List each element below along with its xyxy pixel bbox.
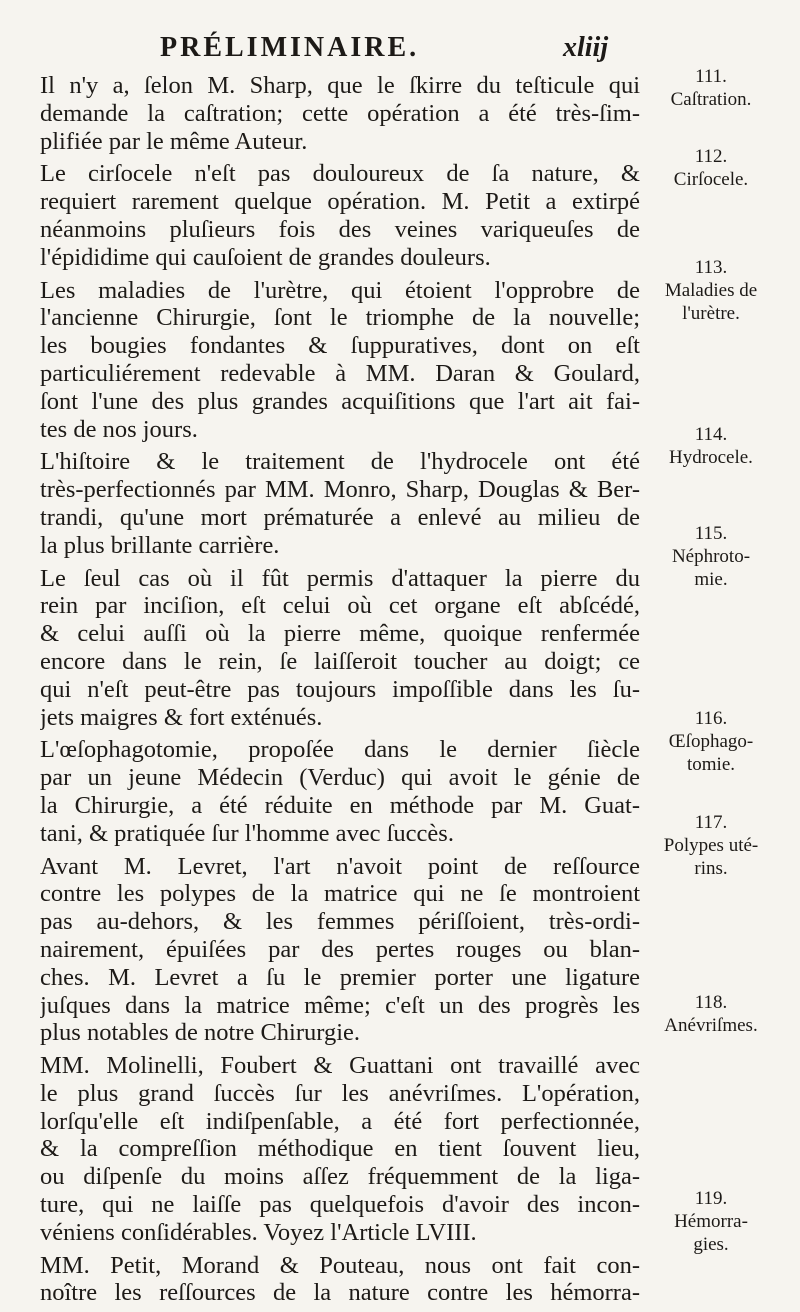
margin-note <box>636 66 786 111</box>
text-line: tani, & pratiquée ſur l'homme avec ſuccès. <box>40 819 454 847</box>
paragraph <box>40 565 640 732</box>
margin-note-text: Maladies de <box>664 280 758 301</box>
text-line: l'ancienne Chirurgie, ſont le triomphe de la nouvelle; <box>40 304 640 332</box>
margin-note-text: tomie. <box>686 754 736 775</box>
margin-note <box>636 812 786 880</box>
text-line: Avant M. Levret, l'art n'avoit point de reſſource <box>40 852 640 880</box>
text-line: L'hiſtoire & le traitement de l'hydrocele ont été <box>40 448 640 476</box>
text-line: très-perfectionnés par MM. Monro, Sharp, Douglas & Ber- <box>40 476 640 504</box>
margin-note-number: 114. <box>694 424 728 445</box>
text-line: les bougies fondantes & ſuppuratives, dont on eſt <box>40 332 640 360</box>
margin-note-text: rins. <box>694 858 728 879</box>
margin-note <box>636 992 786 1037</box>
main-text <box>40 72 640 1312</box>
text-line: requiert rarement quelque opération. M. Petit a extirpé <box>40 188 640 216</box>
margin-note-text: mie. <box>694 569 728 590</box>
paragraph <box>40 72 640 155</box>
text-line: Le ſeul cas où il fût permis d'attaquer la pierre du <box>40 564 640 592</box>
margin-note-text: Anévriſmes. <box>664 1015 758 1036</box>
text-line: MM. Molinelli, Foubert & Guattani ont travaillé avec <box>40 1052 640 1080</box>
text-line: particuliérement redevable à MM. Daran & Goulard, <box>40 359 640 387</box>
text-line: encore dans le rein, ſe laiſſeroit toucher au doigt; ce <box>40 647 640 675</box>
text-line: véniens conſidérables. Voyez l'Article LVIII. <box>40 1218 477 1246</box>
margin-note-number: 115. <box>694 523 728 544</box>
margin-note-number: 117. <box>694 812 728 833</box>
text-line: ſont l'une des plus grandes acquiſitions que l'art ait fai- <box>40 387 640 415</box>
paragraph <box>40 1052 640 1247</box>
text-line: Il n'y a, ſelon M. Sharp, que le ſkirre du teſticule qui <box>40 72 640 99</box>
text-line: demande la caſtration; cette opération a été très-ſim- <box>40 99 640 127</box>
page-number: xliij <box>563 32 609 63</box>
text-line: trandi, qu'une mort prématurée a enlevé au milieu de <box>40 503 640 531</box>
text-line: juſques dans la matrice même; c'eſt un des progrès les <box>40 991 640 1019</box>
text-line: la plus brillante carrière. <box>40 531 280 559</box>
margin-note-number: 112. <box>694 146 728 167</box>
text-line: jets maigres & fort exténués. <box>40 703 323 731</box>
text-line: nairement, épuiſées par des pertes rouges ou blan- <box>40 935 640 963</box>
text-line: l'épididime qui cauſoient de grandes douleurs. <box>40 243 491 271</box>
margin-note <box>636 146 786 191</box>
margin-note <box>636 424 786 469</box>
paragraph <box>40 448 640 559</box>
margin-note-number: 116. <box>694 708 728 729</box>
text-line: contre les polypes de la matrice qui ne ſe montroient <box>40 880 640 908</box>
text-line: tes de nos jours. <box>40 415 198 443</box>
margin-note-number: 113. <box>694 257 728 278</box>
margin-note-text: gies. <box>693 1234 729 1255</box>
text-line: la Chirurgie, a été réduite en méthode par M. Guat- <box>40 791 640 819</box>
text-line: noître les reſſources de la nature contre les hémorra- <box>40 1279 640 1307</box>
margin-note-number: 118. <box>694 992 728 1013</box>
text-line: & la compreſſion méthodique en tient ſouvent lieu, <box>40 1135 640 1163</box>
text-line: qui n'eſt peut-être pas toujours impoſſible dans les ſu- <box>40 675 640 703</box>
paragraph <box>40 160 640 271</box>
text-line: plifiée par le même Auteur. <box>40 127 308 155</box>
margin-note-number: 119. <box>694 1188 728 1209</box>
margin-note <box>636 1188 786 1256</box>
margin-note-text: Œſophago- <box>668 731 754 752</box>
text-line: pas au-dehors, & les femmes périſſoient, très-ordi- <box>40 908 640 936</box>
text-line: ou diſpenſe du moins aſſez fréquemment de la liga- <box>40 1163 640 1191</box>
margin-note-text: Hémorra- <box>674 1211 748 1232</box>
margin-note-text: Néphroto- <box>671 546 751 567</box>
text-line: plus notables de notre Chirurgie. <box>40 1019 361 1047</box>
paragraph <box>40 277 640 444</box>
margin-note-text: Cirſocele. <box>673 169 749 190</box>
text-line: par un jeune Médecin (Verduc) qui avoit le génie de <box>40 764 640 792</box>
margin-note-number: 111. <box>695 66 727 87</box>
margin-note <box>636 523 786 591</box>
paragraph <box>40 1252 640 1308</box>
running-title: PRÉLIMINAIRE. <box>160 32 420 63</box>
text-line: rein par inciſion, eſt celui où cet organe eſt abſcédé, <box>40 592 640 620</box>
text-line: MM. Petit, Morand & Pouteau, nous ont fait con- <box>40 1251 640 1279</box>
margin-note-text: Hydrocele. <box>669 447 753 468</box>
paragraph <box>40 853 640 1048</box>
text-line: ture, qui ne laiſſe pas quelquefois d'avoir des incon- <box>40 1191 640 1219</box>
margin-note-text: Polypes uté- <box>663 835 759 856</box>
text-line: & celui auſſi où la pierre même, quoique renfermée <box>40 620 640 648</box>
text-line: ches. M. Levret a ſu le premier porter une ligature <box>40 963 640 991</box>
text-line: Les maladies de l'urètre, qui étoient l'opprobre de <box>40 276 640 304</box>
margin-note-text: l'urètre. <box>682 303 740 324</box>
text-line: lorſqu'elle eſt indiſpenſable, a été fort perfectionnée, <box>40 1107 640 1135</box>
margin-note <box>636 257 786 325</box>
margin-note <box>636 708 786 776</box>
paragraph <box>40 736 640 847</box>
margin-note-text: Caſtration. <box>670 89 752 110</box>
text-line: néanmoins pluſieurs fois des veines variqueuſes de <box>40 215 640 243</box>
text-line: L'œſophagotomie, propoſée dans le dernier ſiècle <box>40 736 640 764</box>
text-line: le plus grand ſuccès ſur les anévriſmes. L'opération, <box>40 1079 640 1107</box>
text-line: Le cirſocele n'eſt pas douloureux de ſa nature, & <box>40 160 640 188</box>
